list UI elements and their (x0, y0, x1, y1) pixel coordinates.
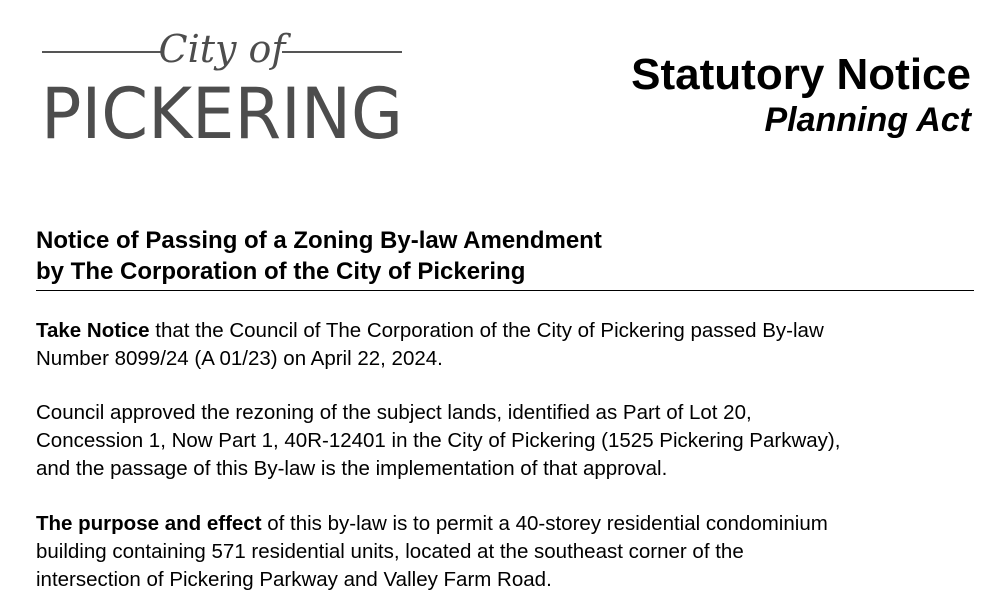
paragraph-line: Council approved the rezoning of the subject lands, identified as Part of Lot 20, (36, 401, 752, 424)
header-subtitle: Planning Act (764, 101, 971, 139)
logo-pickering-text: PICKERING (41, 73, 403, 148)
paragraph-line (36, 510, 981, 538)
paragraph-line: intersection of Pickering Parkway and Valley Farm Road. (36, 568, 552, 591)
logo-graphic (36, 18, 416, 148)
paragraph-text: that the Council of The Corporation of the City of Pickering passed By-law (149, 319, 824, 342)
city-of-pickering-logo (36, 18, 416, 148)
notice-heading-line-2: by The Corporation of the City of Pickering (36, 258, 526, 285)
paragraph-text: of this by-law is to permit a 40-storey residential condominium (261, 512, 828, 535)
header-title: Statutory Notice (631, 50, 971, 99)
paragraph-take-notice (36, 317, 981, 373)
paragraph-line: building containing 571 residential units, located at the southeast corner of the (36, 540, 744, 563)
paragraph-line: Concession 1, Now Part 1, 40R-12401 in the City of Pickering (1525 Pickering Parkway), (36, 429, 841, 452)
paragraph-line: and the passage of this By-law is the implementation of that approval. (36, 457, 668, 480)
logo-city-of-text: City of (158, 27, 286, 71)
notice-heading-line-1: Notice of Passing of a Zoning By-law Amendment (36, 227, 602, 254)
paragraph-purpose-effect (36, 510, 981, 594)
paragraph-rezoning (36, 399, 981, 483)
purpose-effect-lead: The purpose and effect (36, 512, 262, 535)
paragraph-line (36, 317, 981, 345)
notice-header (631, 50, 971, 140)
paragraph-line: Number 8099/24 (A 01/23) on April 22, 2024. (36, 347, 443, 370)
take-notice-lead: Take Notice (36, 319, 150, 342)
notice-heading (36, 225, 974, 291)
